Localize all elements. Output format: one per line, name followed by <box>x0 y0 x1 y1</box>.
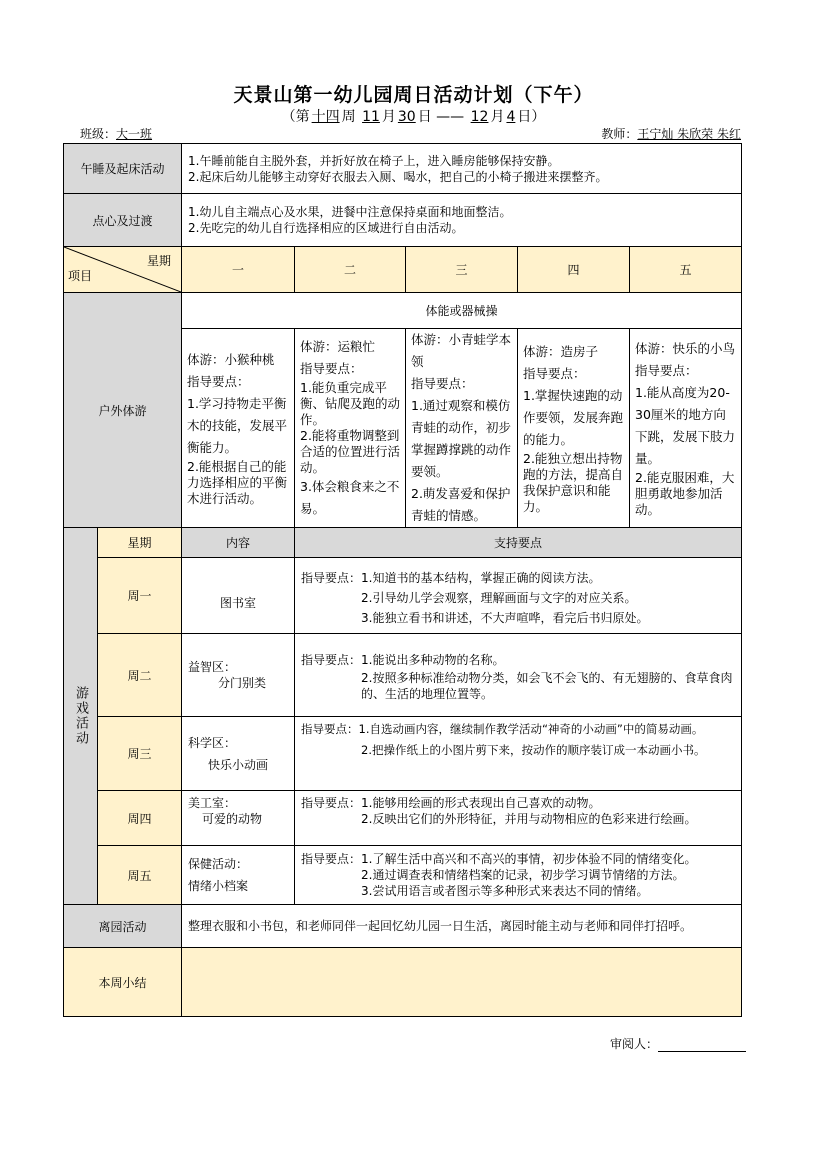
point-line: 1.能够用绘画的形式表现出自己喜欢的动物。 <box>361 796 601 810</box>
leave-text: 整理衣服和小书包，和老师同伴一起回忆幼儿园一日生活，离园时能主动与老师和同伴打招呼。 <box>188 919 693 933</box>
nap-line: 1.午睡前能自主脱外套，并折好放在椅子上，进入睡房能够保持安静。 <box>188 153 560 168</box>
games-col-points <box>294 527 742 558</box>
week-suffix: 周 <box>341 109 356 125</box>
weekday-header-4 <box>517 246 630 293</box>
outdoor-point: 1.通过观察和模仿青蛙的动作，初步掌握蹲撑跳的动作要领。 <box>411 398 512 479</box>
page-title: 天景山第一幼儿园周日活动计划（下午） <box>233 84 594 106</box>
class-value: 大一班 <box>116 127 153 141</box>
weekday-label: 二 <box>343 263 356 277</box>
points-prefix: 指导要点： <box>301 796 362 810</box>
point-line: 1.知道书的基本结构，掌握正确的阅读方法。 <box>361 571 601 585</box>
column-header: 星期 <box>127 536 152 550</box>
outdoor-point: 1.学习持物走平衡木的技能，发展平衡能力。 <box>187 396 288 455</box>
weekday-label: 一 <box>231 263 244 277</box>
outdoor-game-title: 体游：小猴种桃 <box>187 352 275 367</box>
games-label: 游戏活动 <box>73 686 88 746</box>
outdoor-points-label: 指导要点： <box>411 376 474 391</box>
leave-label-cell <box>63 904 182 948</box>
games-row-points <box>294 716 742 791</box>
points-prefix: 指导要点： <box>301 653 362 667</box>
snack-line: 2.先吃完的幼儿自行选择相应的区域进行自由活动。 <box>188 221 464 235</box>
games-row-day <box>97 633 182 717</box>
nap-line: 2.起床后幼儿能够主动穿好衣服去入厕、喝水，把自己的小椅子搬进来摆整齐。 <box>188 169 608 184</box>
outdoor-banner: 体能或器械操 <box>425 304 498 318</box>
snack-content-cell <box>181 193 742 247</box>
subtitle-prefix: （第 <box>281 109 310 125</box>
games-col-content <box>181 527 295 558</box>
reviewer <box>610 1035 746 1052</box>
snack-line: 1.幼儿自主端点心及水果，进餐中注意保持桌面和地面整洁。 <box>188 205 512 219</box>
outdoor-points-label: 指导要点： <box>635 363 698 378</box>
class-info <box>80 125 196 142</box>
date-range <box>0 106 827 126</box>
outdoor-point: 1.能负重完成平衡、钻爬及跑的动作。 <box>300 380 401 427</box>
outdoor-point: 1.掌握快速跑的动作要领，发展奔跑的能力。 <box>523 388 624 447</box>
outdoor-game-title: 体游：造房子 <box>523 344 599 359</box>
row-content: 可爱的动物 <box>202 812 263 826</box>
outdoor-label: 户外体游 <box>98 403 147 418</box>
games-row-day <box>97 557 182 634</box>
outdoor-day-4 <box>517 328 630 528</box>
end-day: 4 <box>506 109 516 125</box>
outdoor-point: 2.能克服困难，大胆勇敢地参加活动。 <box>635 470 735 517</box>
point-line: 1.能说出多种动物的名称。 <box>361 653 505 667</box>
outdoor-day-2 <box>294 328 406 528</box>
start-month: 11 <box>362 109 380 125</box>
games-row-content <box>181 557 295 634</box>
point-line: 3.尝试用语言或者图示等多种形式来表达不同的情绪。 <box>361 884 649 898</box>
snack-label: 点心及过渡 <box>92 213 153 228</box>
outdoor-points-label: 指导要点： <box>523 366 586 381</box>
games-label-cell <box>63 527 98 905</box>
games-row-content <box>181 845 295 905</box>
point-line: 2.把操作纸上的小图片剪下来，按动作的顺序装订成一本动画小书。 <box>361 743 706 757</box>
row-day: 周四 <box>127 811 152 826</box>
row-content: 分门别类 <box>218 676 267 690</box>
row-content: 图书室 <box>219 596 256 610</box>
games-row-day <box>97 845 182 905</box>
outdoor-day-1 <box>181 328 295 528</box>
games-row-content <box>181 633 295 717</box>
point-line: 1.自选动画内容，继续制作教学活动“神奇的小动画”中的简易动画。 <box>358 722 704 736</box>
weekday-header-2 <box>294 246 406 293</box>
column-header: 内容 <box>225 536 250 550</box>
outdoor-day-3 <box>405 328 518 528</box>
row-content: 美工室： <box>188 796 237 810</box>
end-month: 12 <box>470 109 489 125</box>
reviewer-label: 审阅人： <box>610 1037 659 1051</box>
weekday-corner-cell <box>63 246 182 293</box>
outdoor-point: 2.能独立想出持物跑的方法，提高自我保护意识和能力。 <box>523 451 624 514</box>
snack-label-cell <box>63 193 182 247</box>
outdoor-game-title: 体游：小青蛙学本领 <box>411 332 512 369</box>
outdoor-point: 3.体会粮食来之不易。 <box>300 479 400 516</box>
games-row-content <box>181 790 295 846</box>
games-row-points <box>294 633 742 717</box>
outdoor-point: 2.能根据自己的能力选择相应的平衡木进行活动。 <box>187 459 288 506</box>
row-content: 快乐小动画 <box>208 757 269 772</box>
month-label-2: 月 <box>490 109 505 125</box>
day-label: 日 <box>417 109 432 125</box>
reviewer-signature-line[interactable] <box>658 1039 746 1052</box>
weekday-header-5 <box>629 246 742 293</box>
outdoor-points-label: 指导要点： <box>300 361 363 376</box>
summary-label: 本周小结 <box>98 975 147 990</box>
outdoor-point: 2.能将重物调整到合适的位置进行活动。 <box>300 428 401 475</box>
points-prefix: 指导要点： <box>301 852 362 866</box>
weekday-header-3 <box>405 246 518 293</box>
nap-label: 午睡及起床活动 <box>80 162 165 176</box>
outdoor-points-label: 指导要点： <box>187 374 250 389</box>
games-row-points <box>294 790 742 846</box>
point-line: 2.反映出它们的外形特征，并用与动物相应的色彩来进行绘画。 <box>361 812 697 826</box>
weekday-label: 三 <box>455 263 468 277</box>
weekday-label: 四 <box>567 263 580 277</box>
corner-weekday-label: 星期 <box>146 254 171 268</box>
point-line: 2.引导幼儿学会观察，理解画面与文字的对应关系。 <box>361 591 637 605</box>
points-prefix: 指导要点： <box>301 571 362 585</box>
games-row-points <box>294 845 742 905</box>
games-row-day <box>97 716 182 791</box>
month-label: 月 <box>381 109 396 125</box>
nap-label-cell <box>63 143 182 194</box>
corner-item-label: 项目 <box>68 269 93 283</box>
point-line: 2.通过调查表和情绪档案的记录，初步学习调节情绪的方法。 <box>361 868 685 882</box>
start-day: 30 <box>397 109 416 125</box>
column-header: 支持要点 <box>493 536 542 550</box>
leave-label: 离园活动 <box>98 919 147 934</box>
games-col-day <box>97 527 182 558</box>
outdoor-game-title: 体游：快乐的小鸟 <box>635 341 736 356</box>
row-content: 科学区： <box>188 735 237 750</box>
games-row-day <box>97 790 182 846</box>
leave-content-cell <box>181 904 742 948</box>
row-content: 益智区： <box>188 660 237 674</box>
row-day: 周二 <box>127 668 152 683</box>
teacher-value: 王宁灿 朱欣荣 朱红 <box>637 127 741 141</box>
teacher-label: 教师： <box>601 127 638 141</box>
outdoor-banner-cell <box>181 292 742 329</box>
point-line: 2.按照多种标准给动物分类，如会飞不会飞的、有无翅膀的、食草食肉的、生活的地理位置等。 <box>361 671 733 701</box>
outdoor-label-cell <box>63 292 182 528</box>
row-day: 周五 <box>127 868 152 883</box>
week-number: 十四 <box>311 109 340 125</box>
summary-label-cell <box>63 947 182 1017</box>
row-content: 保健活动： <box>188 857 249 871</box>
outdoor-point: 2.萌发喜爱和保护青蛙的情感。 <box>411 486 511 523</box>
range-separator: —— <box>436 109 465 125</box>
summary-content-cell[interactable] <box>181 947 742 1017</box>
row-day: 周一 <box>127 589 152 603</box>
weekday-label: 五 <box>679 263 692 277</box>
points-prefix: 指导要点： <box>301 722 359 736</box>
subtitle-suffix: 日） <box>517 109 546 125</box>
weekday-header-1 <box>181 246 295 293</box>
games-row-points <box>294 557 742 634</box>
outdoor-game-title: 体游：运粮忙 <box>300 339 376 354</box>
row-day: 周三 <box>127 747 152 761</box>
outdoor-point: 1.能从高度为20-30厘米的地方向下跳，发展下肢力量。 <box>635 385 736 466</box>
teacher-info <box>601 125 741 142</box>
outdoor-day-5 <box>629 328 742 528</box>
class-label: 班级： <box>80 127 117 141</box>
nap-content-cell <box>181 143 742 194</box>
point-line: 3.能独立看书和讲述，不大声喧哗，看完后书归原处。 <box>361 611 649 625</box>
row-content: 情绪小档案 <box>188 879 249 893</box>
point-line: 1.了解生活中高兴和不高兴的事情，初步体验不同的情绪变化。 <box>361 852 697 866</box>
games-row-content <box>181 716 295 791</box>
